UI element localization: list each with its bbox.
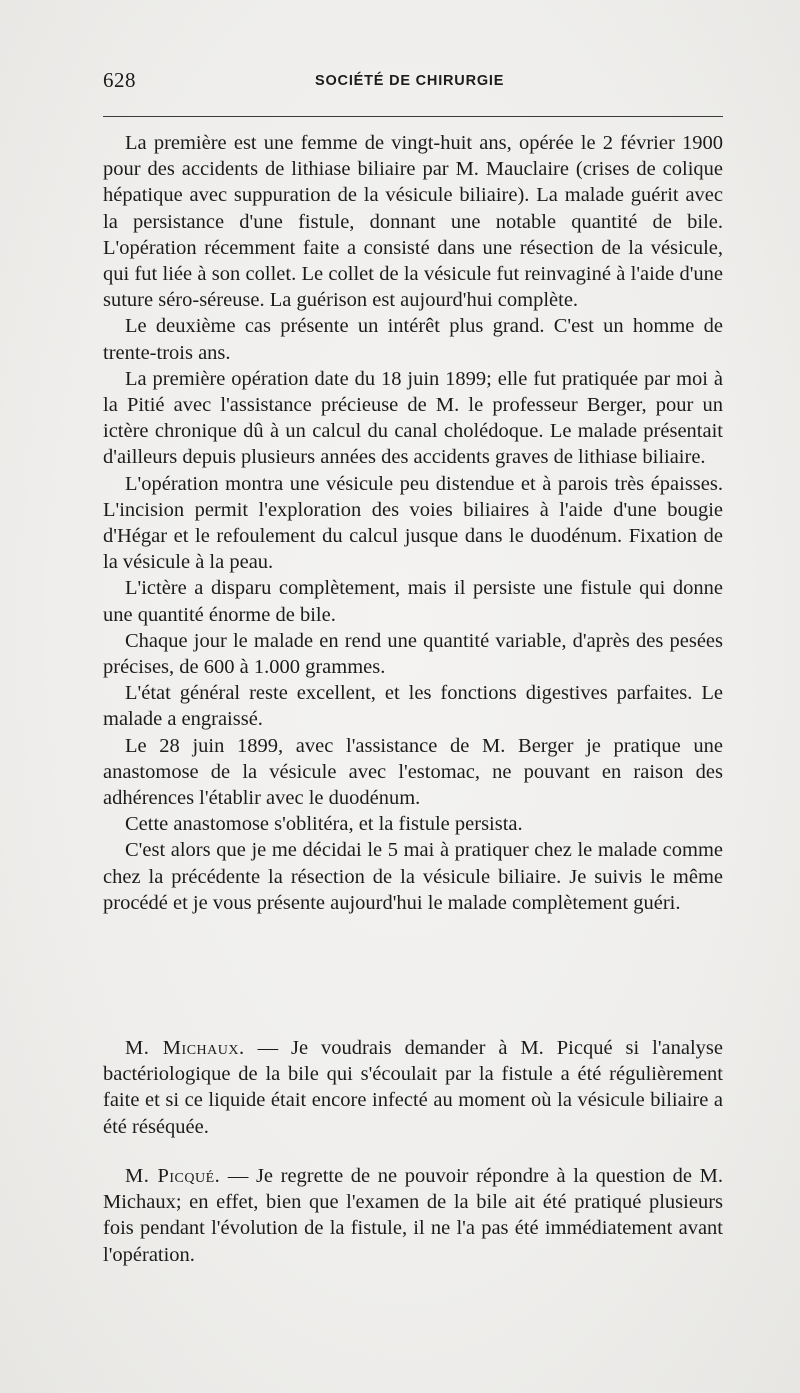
page-number: 628 (103, 68, 136, 92)
intervention-paragraph (103, 1163, 723, 1268)
running-title: SOCIÉTÉ DE CHIRURGIE (315, 73, 505, 89)
paragraph: L'ictère a disparu complètement, mais il persiste une fistule qui donne une quantité énorme de bile. (103, 577, 723, 626)
header-rule (103, 116, 723, 117)
speaker-name: M. Picqué. (125, 1165, 221, 1187)
paragraph: C'est alors que je me décidai le 5 mai à pratiquer chez le malade comme chez la précédente la résection de la vésicule biliaire. Je suivis le même procédé et je vous présente aujourd'hui le malade complètement guéri. (103, 839, 723, 914)
main-text (103, 130, 723, 916)
paragraph: La première opération date du 18 juin 1899; elle fut pratiquée par moi à la Pitié avec l'assistance précieuse de M. le professeur Berger, pour un ictère chronique dû à un calcul du canal cholédoque. Le malade présentait d'ailleurs depuis plusieurs années des accidents graves de lithiase biliaire. (103, 367, 723, 469)
picque-intervention (103, 1163, 723, 1268)
speaker-name: M. Michaux. (125, 1037, 245, 1059)
intervention-text: — Je regrette de ne pouvoir répondre à la question de M. Michaux; en effet, bien que l'examen de la bile ait été pratiqué plusieurs fois pendant l'évolution de la fistule, il ne l'a pas été immédiatement avant l'opération. (103, 1165, 723, 1266)
michaux-intervention (103, 1035, 723, 1140)
intervention-paragraph (103, 1035, 723, 1140)
paragraph: Chaque jour le malade en rend une quantité variable, d'après des pesées précises, de 600 à 1.000 grammes. (103, 629, 723, 679)
paragraph: Cette anastomose s'oblitéra, et la fistule persista. (125, 813, 523, 836)
intervention-text: — Je voudrais demander à M. Picqué si l'analyse bactériologique de la bile qui s'écoulait par la fistule a été régulièrement faite et si ce liquide était encore infecté au moment où la vésicule biliaire a été réséquée. (103, 1037, 723, 1138)
paragraph: Le deuxième cas présente un intérêt plus grand. C'est un homme de trente-trois ans. (103, 315, 723, 364)
paragraph: L'état général reste excellent, et les fonctions digestives parfaites. Le malade a engraissé. (103, 682, 723, 731)
paragraph: L'opération montra une vésicule peu distendue et à parois très épaisses. L'incision permit l'exploration des voies biliaires à l'aide d'une bougie d'Hégar et le refoulement du calcul jusque dans le duodénum. Fixation de la vésicule à la peau. (103, 472, 723, 574)
paragraph: La première est une femme de vingt-huit ans, opérée le 2 février 1900 pour des accidents de lithiase biliaire par M. Mauclaire (crises de colique hépatique avec suppuration de la vésicule biliaire). La malade guérit avec la persistance d'une fistule, donnant une notable quantité de bile. L'opération récemment faite a consisté dans une résection de la vésicule, qui fut liée à son collet. Le collet de la vésicule fut reinvaginé à l'aide d'une suture séro-séreuse. La guérison est aujourd'hui complète. (103, 132, 723, 312)
paragraph: Le 28 juin 1899, avec l'assistance de M. Berger je pratique une anastomose de la vésicule avec l'estomac, ne pouvant en raison des adhérences l'établir avec le duodénum. (103, 734, 723, 810)
page-header (103, 68, 723, 98)
